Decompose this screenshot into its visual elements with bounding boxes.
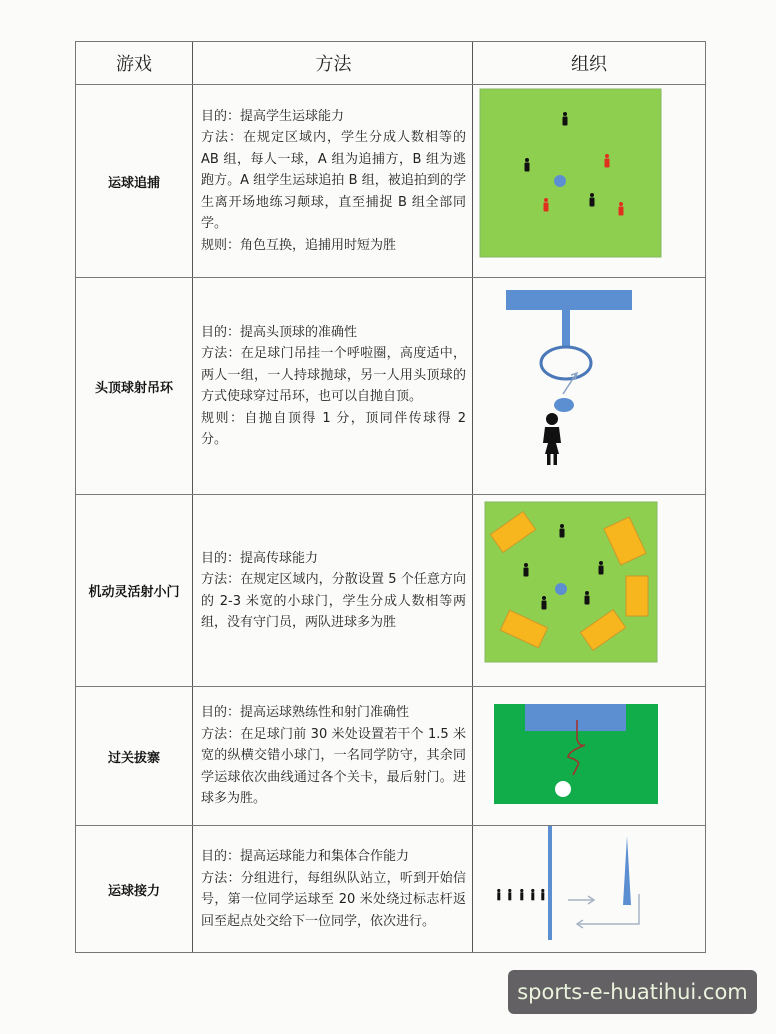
goal-text: 目的：提高学生运球能力 bbox=[201, 108, 345, 124]
green-field-chase-diagram bbox=[473, 85, 705, 277]
header-method-label: 方法 bbox=[315, 54, 352, 75]
header-method bbox=[193, 42, 473, 84]
method-cell bbox=[193, 278, 473, 494]
table-row bbox=[76, 826, 705, 952]
game-name: 运球接力 bbox=[107, 883, 160, 899]
small-goals-field-diagram bbox=[473, 495, 705, 686]
method-cell bbox=[193, 826, 473, 952]
game-name: 头顶球射吊环 bbox=[94, 380, 173, 396]
method-text: 方法：在足球门吊挂一个呼啦圈，高度适中，两人一组，一人持球抛球，另一人用头顶球的方式使球穿过吊环，也可以自抛自顶。 bbox=[201, 346, 466, 404]
games-table bbox=[75, 41, 706, 953]
table-row bbox=[76, 278, 705, 495]
table-row bbox=[76, 85, 705, 278]
method-text: 方法：在规定区域内，分散设置 5 个任意方向的 2-3 米宽的小球门，学生分成人数相等两组，没有守门员，两队进球多为胜 bbox=[201, 572, 466, 630]
table-row bbox=[76, 495, 705, 687]
game-name: 机动灵活射小门 bbox=[88, 585, 180, 600]
method-text: 方法：在规定区域内，学生分成人数相等的 AB 组，每人一球，A 组为追捕方，B 组为逃跑方。A 组学生运球追拍 B 组，被追拍到的学生离开场地练习颠球，直至捕捉 B 组全部同学。 bbox=[201, 130, 466, 232]
game-name-cell bbox=[76, 495, 193, 686]
game-name: 过关拔寨 bbox=[107, 750, 160, 766]
table-row bbox=[76, 687, 705, 826]
goal-text: 目的：提高运球熟练性和射门准确性 bbox=[201, 705, 410, 721]
header-game-label: 游戏 bbox=[116, 54, 152, 75]
watermark-badge bbox=[508, 970, 757, 1014]
method-cell bbox=[193, 85, 473, 277]
method-text: 方法：在足球门前 30 米处设置若干个 1.5 米宽的纵横交错小球门，一名同学防守，其余同学运球依次曲线通过各个关卡，最后射门。进球多为胜。 bbox=[201, 726, 466, 807]
dribble-to-goal-diagram bbox=[473, 687, 705, 825]
game-name-cell bbox=[76, 826, 193, 952]
header-organization-label: 组织 bbox=[571, 54, 607, 75]
game-name-cell bbox=[76, 278, 193, 494]
game-name-cell bbox=[76, 85, 193, 277]
game-name: 运球追捕 bbox=[107, 175, 160, 191]
method-cell bbox=[193, 495, 473, 686]
goal-text: 目的：提高传球能力 bbox=[201, 550, 319, 566]
hanging-hoop-header-diagram bbox=[473, 278, 705, 494]
method-text: 方法：分组进行，每组纵队站立，听到开始信号，第一位同学运球至 20 米处绕过标志杆返回至起点处交给下一位同学，依次进行。 bbox=[201, 870, 466, 929]
goal-text: 目的：提高头顶球的准确性 bbox=[201, 324, 358, 340]
header-game bbox=[76, 42, 193, 84]
goal-text: 目的：提高运球能力和集体合作能力 bbox=[201, 849, 410, 864]
header-organization bbox=[473, 42, 705, 84]
rule-text: 规则：自抛自顶得 1 分，顶同伴传球得 2 分。 bbox=[201, 410, 466, 447]
rule-text: 规则：角色互换，追捕用时短为胜 bbox=[201, 237, 397, 253]
method-cell bbox=[193, 687, 473, 825]
table-header-row bbox=[76, 42, 705, 85]
relay-diagram bbox=[473, 826, 705, 952]
game-name-cell bbox=[76, 687, 193, 825]
watermark-text: sports-e-huatihui.com bbox=[517, 980, 748, 1004]
